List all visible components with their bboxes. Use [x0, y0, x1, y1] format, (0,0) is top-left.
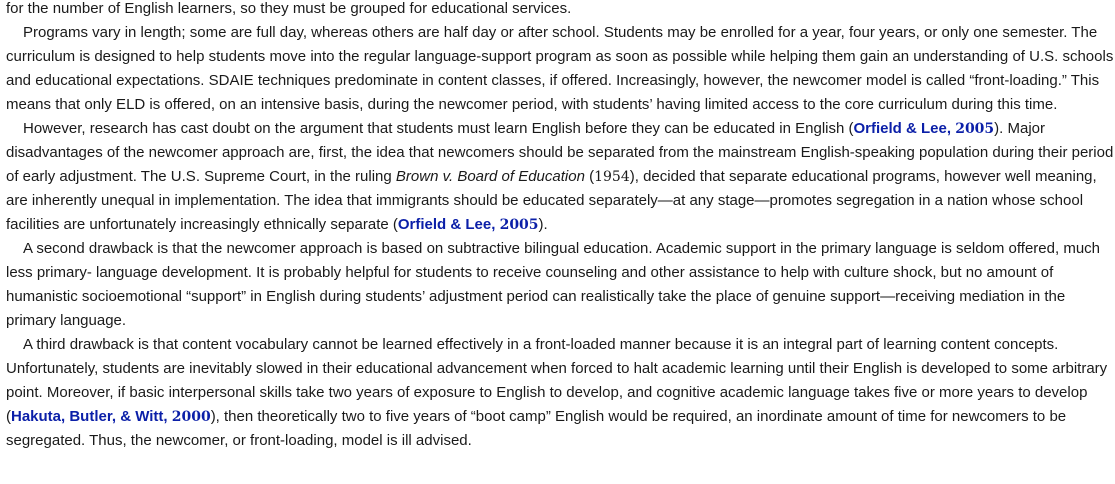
paragraph-third-drawback — [6, 333, 1115, 453]
paragraph-text: Programs vary in length; some are full day, whereas others are half day or after school. Students may be enrolled for a year, four years, or only one semester. The curriculum is designed to help students move into the regular language-support program as soon as possible while helping them gain an understanding of U.S. schools and educational expectations. SDAIE techniques predominate in content classes, if offered. Increasingly, however, the newcomer model is called “front-loading.” This means that only ELD is offered, on an intensive basis, during the newcomer period, with students’ having limited access to the core curriculum during this time. — [6, 24, 1114, 113]
case-year: 1954 — [594, 169, 630, 185]
citation-link-orfield-lee-2005-second[interactable] — [398, 216, 539, 233]
paragraph-text-part: ). Major disadvantages of the newcomer approach are, first, the idea that newcomers should be separated from the mainstream English-speaking population during their period of early adjustment. The U.S. Supreme Court, in the ruling — [6, 120, 1114, 185]
paragraph-text: for the number of English learners, so they must be grouped for educational services. — [6, 0, 572, 17]
paragraph-text-part: ), then theoretically two to five years of “boot camp” English would be required, an inordinate amount of time for newcomers to be segregated. Thus, the newcomer, or front-loading, model is ill advised. — [6, 408, 1067, 449]
citation-year: 2005 — [499, 217, 539, 233]
citation-year: 2000 — [171, 409, 211, 425]
paragraph-text-part: However, research has cast doubt on the argument that students must learn English before they can be educated in English ( — [23, 120, 854, 137]
paragraph-text-part: ). — [538, 216, 548, 233]
paragraph-text-part: ( — [584, 168, 595, 185]
citation-link-orfield-lee-2005[interactable] — [854, 120, 995, 137]
citation-authors: Orfield & Lee, — [397, 216, 500, 233]
citation-year: 2005 — [955, 121, 995, 137]
case-name-brown-v-board: Brown v. Board of Education — [395, 168, 585, 185]
paragraph-text: A second drawback is that the newcomer approach is based on subtractive bilingual education. Academic support in the primary language is seldom offered, much less primary- language development. It is probably helpful for students to receive counseling and other assistance to help with culture shock, but no amount of humanistic socioemotional “support” in English during students’ adjustment period can realistically take the place of genuine support—receiving mediation in the primary language. — [6, 240, 1101, 329]
paragraph-continuation — [6, 0, 1115, 21]
citation-authors: Hakuta, Butler, & Witt, — [11, 408, 172, 425]
paragraph-text-part: A third drawback is that content vocabulary cannot be learned effectively in a front-loaded manner because it is an integral part of learning content concepts. Unfortunately, students are inevitably slowed in their educational advancement when forced to halt academic learning until their English is developed to some arbitrary point. Moreover, if basic interpersonal skills take two years of exposure to English to develop, and cognitive academic language takes five or more years to develop ( — [6, 336, 1108, 425]
paragraph-text-part: ), decided that separate educational programs, however well meaning, are inherently unequal in implementation. The idea that immigrants should be educated separately—at any stage—promotes segregation in a nation whose school facilities are unfortunately increasingly ethnically separate ( — [6, 168, 1097, 233]
paragraph-research-doubt — [6, 117, 1115, 237]
citation-authors: Orfield & Lee, — [853, 120, 956, 137]
paragraph-programs-length — [6, 21, 1115, 117]
paragraph-second-drawback — [6, 237, 1115, 333]
citation-link-hakuta-butler-witt-2000[interactable] — [11, 408, 211, 425]
